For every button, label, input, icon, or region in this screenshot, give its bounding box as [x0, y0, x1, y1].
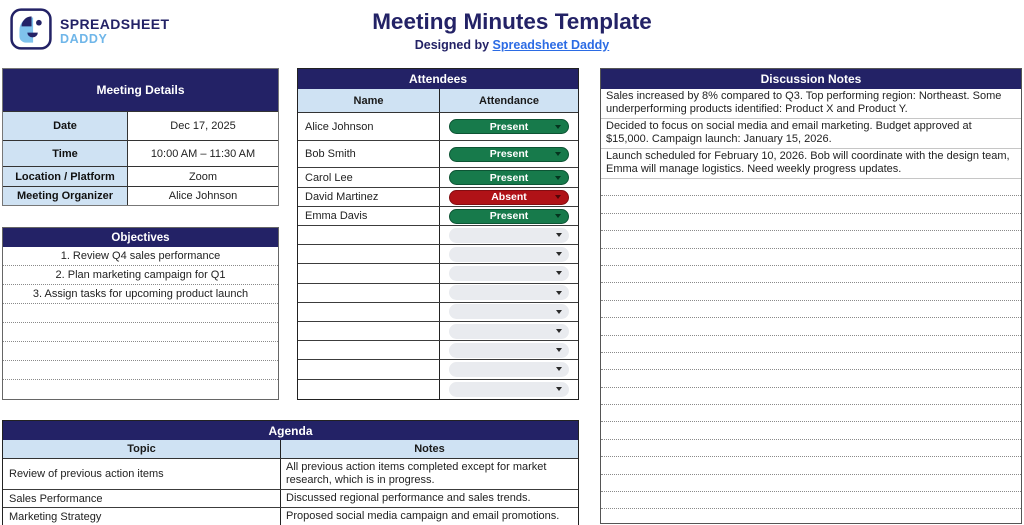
agenda-header: Agenda	[3, 421, 578, 440]
discussion-note-empty[interactable]	[601, 231, 1021, 248]
discussion-note-empty[interactable]	[601, 318, 1021, 335]
attendance-dropdown[interactable]	[449, 382, 569, 397]
attendee-name-cell[interactable]: Bob Smith	[298, 141, 440, 167]
discussion-note[interactable]: Sales increased by 8% compared to Q3. Top performing region: Northeast. Some underperforming products identified: Product X and Product Y.	[601, 89, 1021, 119]
attendee-name-cell[interactable]	[298, 284, 440, 302]
objective-item[interactable]: 3. Assign tasks for upcoming product launch	[3, 285, 278, 304]
detail-value-organizer[interactable]: Alice Johnson	[168, 190, 238, 202]
attendee-name-cell[interactable]	[298, 360, 440, 378]
attendees-col-attendance: Attendance	[440, 89, 578, 112]
meeting-details-header: Meeting Details	[3, 69, 278, 112]
attendance-dropdown[interactable]	[449, 362, 569, 377]
attendance-dropdown[interactable]	[449, 343, 569, 358]
attendance-dropdown[interactable]	[449, 266, 569, 281]
discussion-note[interactable]: Launch scheduled for February 10, 2026. Bob will coordinate with the design team, Emma will manage logistics. Need weekly progress updates.	[601, 149, 1021, 179]
attendee-row	[298, 141, 578, 168]
attendance-dropdown[interactable]	[449, 304, 569, 319]
attendees-table	[297, 68, 579, 400]
chevron-down-icon	[556, 348, 562, 352]
detail-label-time: Time	[3, 141, 128, 166]
agenda-notes-cell[interactable]: Discussed regional performance and sales trends.	[286, 492, 531, 504]
subtitle-prefix: Designed by	[414, 38, 493, 52]
attendee-row-empty	[298, 264, 578, 283]
attendance-value: Present	[489, 148, 529, 160]
discussion-note-empty[interactable]	[601, 370, 1021, 387]
agenda-topic-cell[interactable]: Sales Performance	[3, 490, 281, 507]
chevron-down-icon	[555, 125, 561, 129]
objectives-table	[2, 227, 279, 400]
discussion-note-empty[interactable]	[601, 283, 1021, 300]
top-bar	[0, 0, 1024, 62]
agenda-col-topic: Topic	[3, 440, 281, 458]
attendee-row	[298, 168, 578, 188]
chevron-down-icon	[555, 152, 561, 156]
chevron-down-icon	[555, 195, 561, 199]
attendee-row-empty	[298, 360, 578, 379]
discussion-note-empty[interactable]	[601, 336, 1021, 353]
chevron-down-icon	[556, 252, 562, 256]
chevron-down-icon	[556, 387, 562, 391]
attendance-dropdown[interactable]	[449, 119, 569, 134]
discussion-notes-header: Discussion Notes	[601, 69, 1021, 89]
discussion-note-empty[interactable]	[601, 388, 1021, 405]
attendance-dropdown[interactable]	[449, 147, 569, 162]
detail-value-location[interactable]: Zoom	[188, 170, 218, 183]
attendee-row	[298, 188, 578, 207]
objective-item[interactable]: 1. Review Q4 sales performance	[3, 247, 278, 266]
detail-value-time[interactable]: 10:00 AM – 11:30 AM	[150, 147, 256, 160]
chevron-down-icon	[556, 233, 562, 237]
designed-by-link[interactable]: Spreadsheet Daddy	[492, 38, 610, 52]
attendance-dropdown[interactable]	[449, 209, 569, 224]
discussion-notes-panel	[600, 68, 1022, 524]
attendee-row-empty	[298, 226, 578, 245]
attendance-dropdown[interactable]	[449, 190, 569, 205]
chevron-down-icon	[555, 176, 561, 180]
attendee-name-cell[interactable]	[298, 245, 440, 263]
attendee-name-cell[interactable]: Carol Lee	[298, 168, 440, 187]
attendee-name-cell[interactable]	[298, 322, 440, 340]
chevron-down-icon	[556, 291, 562, 295]
attendance-value: Present	[489, 171, 529, 184]
agenda-row	[3, 490, 578, 508]
attendees-col-name: Name	[298, 89, 440, 112]
chevron-down-icon	[556, 329, 562, 333]
attendance-dropdown[interactable]	[449, 170, 569, 185]
chevron-down-icon	[555, 214, 561, 218]
chevron-down-icon	[556, 310, 562, 314]
agenda-row	[3, 459, 578, 490]
attendance-value: Absent	[491, 191, 527, 203]
attendee-row	[298, 113, 578, 141]
attendee-name-cell[interactable]	[298, 226, 440, 244]
attendee-name-cell[interactable]: Alice Johnson	[298, 113, 440, 140]
discussion-note-empty[interactable]	[601, 301, 1021, 318]
attendee-row-empty	[298, 303, 578, 322]
discussion-note-empty[interactable]	[601, 249, 1021, 266]
discussion-note-empty[interactable]	[601, 440, 1021, 457]
discussion-note-empty[interactable]	[601, 214, 1021, 231]
discussion-note-empty[interactable]	[601, 266, 1021, 283]
discussion-note-empty[interactable]	[601, 196, 1021, 213]
page-subtitle	[0, 38, 1024, 52]
attendee-row-empty	[298, 322, 578, 341]
agenda-table	[2, 420, 579, 525]
discussion-note-empty[interactable]	[601, 179, 1021, 196]
detail-label-date: Date	[3, 112, 128, 140]
detail-label-organizer: Meeting Organizer	[3, 187, 128, 205]
discussion-note-empty[interactable]	[601, 492, 1021, 509]
agenda-topic-cell[interactable]: Marketing Strategy	[3, 508, 281, 525]
objective-item-empty[interactable]	[3, 304, 278, 323]
attendee-row-empty	[298, 341, 578, 360]
attendee-name-cell[interactable]	[298, 341, 440, 359]
discussion-note-empty[interactable]	[601, 475, 1021, 492]
attendee-name-cell[interactable]	[298, 303, 440, 321]
attendance-dropdown[interactable]	[449, 228, 569, 243]
discussion-note-empty[interactable]	[601, 405, 1021, 422]
detail-value-date[interactable]: Dec 17, 2025	[170, 120, 236, 132]
attendance-dropdown[interactable]	[449, 285, 569, 300]
objectives-header: Objectives	[3, 228, 278, 247]
objective-item-empty[interactable]	[3, 380, 278, 399]
attendance-dropdown[interactable]	[449, 247, 569, 262]
attendance-dropdown[interactable]	[449, 324, 569, 339]
attendance-value: Present	[489, 120, 529, 133]
attendee-row	[298, 207, 578, 226]
agenda-notes-cell[interactable]: Proposed social media campaign and email promotions.	[286, 510, 560, 522]
attendee-name-cell[interactable]	[298, 380, 440, 399]
objective-item-empty[interactable]	[3, 361, 278, 380]
agenda-col-notes: Notes	[281, 440, 578, 458]
logo-text-daddy: DADDY	[60, 32, 108, 47]
detail-label-location: Location / Platform	[3, 167, 128, 186]
agenda-notes-cell[interactable]: All previous action items completed except for market research, which is in progress.	[286, 461, 547, 486]
objective-item-empty[interactable]	[3, 323, 278, 342]
page-title: Meeting Minutes Template	[372, 9, 652, 34]
attendance-value: Present	[489, 210, 529, 222]
discussion-note[interactable]: Decided to focus on social media and email marketing. Budget approved at $15,000. Campaign launch: January 15, 2026.	[601, 119, 1021, 149]
attendee-name-cell[interactable]	[298, 264, 440, 282]
chevron-down-icon	[556, 367, 562, 371]
attendee-row-empty	[298, 380, 578, 399]
attendee-row-empty	[298, 284, 578, 303]
chevron-down-icon	[556, 271, 562, 275]
attendee-row-empty	[298, 245, 578, 264]
agenda-topic-cell[interactable]: Review of previous action items	[3, 459, 281, 489]
meeting-details-table	[2, 68, 279, 206]
attendee-name-cell[interactable]: Emma Davis	[298, 207, 440, 225]
attendees-header: Attendees	[298, 69, 578, 89]
attendee-name-cell[interactable]: David Martinez	[298, 188, 440, 206]
discussion-note-empty[interactable]	[601, 353, 1021, 370]
discussion-note-empty[interactable]	[601, 422, 1021, 439]
logo-text-spreadsheet: SPREADSHEET	[60, 16, 170, 33]
agenda-row	[3, 508, 578, 525]
objective-item[interactable]: 2. Plan marketing campaign for Q1	[3, 266, 278, 285]
discussion-note-empty[interactable]	[601, 457, 1021, 474]
objective-item-empty[interactable]	[3, 342, 278, 361]
